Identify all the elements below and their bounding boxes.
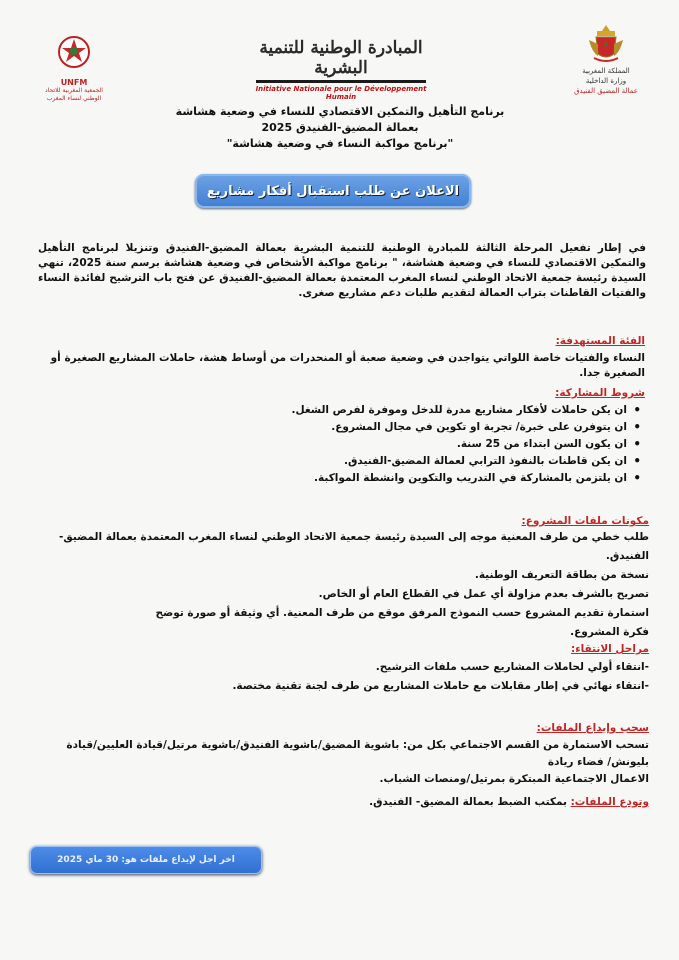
target-section [35,335,645,381]
deadline-box [30,846,262,874]
files-line: نسخة من بطاقة التعريف الوطنية. [474,569,649,581]
unfm-logo [38,34,110,103]
unfm-sub-2: الوطني لنساء المغرب [46,95,102,102]
selection-section [29,643,649,696]
list-item: • ان يلتزمن بالمشاركة في التدريب والتكوين وانشطة المواكبة. [35,470,627,487]
moroccan-emblem-icon [584,22,628,66]
indh-divider [256,80,426,83]
list-item: • ان يتوفرن على خبرة/ تجربة او تكوين في مجال المشروع. [35,419,627,436]
program-titles [140,104,540,152]
withdraw-line: تسحب الاستمارة من القسم الاجتماعي بكل من: باشوية المضيق/باشوية الفنيدق/باشوية مرتيل/قيادة العليين/قيادة بليونش/ فضاء ريادة [66,739,649,768]
selection-line: -انتقاء نهائي في إطار مقابلات مع حاملات المشاريع من طرف لجنة تقنية مختصة. [232,680,649,692]
title-line-1: برنامج التأهيل والتمكين الاقتصادي للنساء في وضعية هشاشة [175,105,505,118]
files-heading: مكونات ملفات المشروع: [521,515,649,527]
files-section [29,515,649,642]
selection-line: -انتقاء أولي لحاملات المشاريع حسب ملفات الترشيح. [375,661,649,673]
files-lines [29,528,649,642]
announcement-banner [195,174,471,208]
title-line-3: "برنامج مواكبة النساء في وضعية هشاشة" [226,137,454,150]
indh-french-name: Initiative Nationale pour le Développement Humain [255,85,427,101]
list-item: • ان يكون السن ابتداء من 25 سنة. [35,436,627,453]
indh-arabic-name: المبادرة الوطنية للتنمية البشرية [259,38,423,78]
files-line: فكرة المشروع. [570,626,649,638]
conditions-list [35,402,645,487]
selection-heading: مراحل الانتقاء: [571,643,649,655]
deadline-text: اخر اجل لإيداع ملفات هو: 30 ماي 2025 [57,855,235,865]
title-line-2: بعمالة المضيق-الفنيدق 2025 [261,121,419,134]
withdraw-lines [29,737,649,788]
list-item: • ان يكن قاطنات بالنفوذ الترابي لعمالة المضيق-الفنيدق. [35,453,627,470]
list-item: • ان يكن حاملات لأفكار مشاريع مدرة للدخل وموفرة لفرص الشغل. [35,402,627,419]
ministry-line-1: المملكة المغربية [582,67,630,75]
ministry-header [561,22,651,96]
conditions-heading: شروط المشاركة: [555,387,645,399]
intro-paragraph: في إطار تفعيل المرحلة الثالثة للمبادرة الوطنية للتنمية البشرية بعمالة المضيق-الفنيدق وتنزيلا لبرنامج التأهيل والتمكين الاقتصادي للنساء في وضعية هشاشة، " برنامج مواكبة الأشخاص في وضعية هشاشة برسم سنة 2025، تنهي السيدة رئيسة جمعية الاتحاد الوطني لنساء المغرب المعتمدة بعمالة المضيق-الفنيدق عن فتح باب الترشيح لفائدة النساء والفتيات القاطنات بتراب العمالة لتقديم طلبات دعم مشاريع صغرى. [38,242,646,299]
withdraw-section [29,722,649,788]
indh-logo [246,38,436,101]
withdraw-line: الاعمال الاجتماعية المبتكرة بمرتيل/ومنصات الشباب. [379,773,649,785]
files-line: تصريح بالشرف بعدم مزاولة أي عمل في القطاع العام أو الخاص. [318,588,649,600]
banner-text: الاعلان عن طلب استقبال أفكار مشاريع [206,183,460,199]
unfm-acronym: UNFM [60,78,88,87]
selection-lines [29,658,649,696]
deposit-label: وتودع الملفات: [570,796,649,808]
deposit-text: بمكتب الضبط بعمالة المضيق- الفنيدق. [369,796,571,808]
deposit-line [29,795,649,810]
target-text: النساء والفتيات خاصة اللواتي يتواجدن في وضعية صعبة أو المنحدرات من أوساط هشة، حاملات المشاريع الصغيرة أو الصغيرة جدا. [50,352,645,379]
target-heading: الفئة المستهدفة: [555,335,645,347]
ministry-line-3: عمالة المضيق الفنيدق [574,87,638,95]
ministry-line-2: وزارة الداخلية [585,77,627,85]
withdraw-heading: سحب وإيداع الملفات: [536,722,649,734]
unfm-sub-1: الجمعية المغربية للاتحاد [45,87,103,94]
conditions-section [35,387,645,487]
files-line: طلب خطي من طرف المعنية موجه إلى السيدة رئيسة جمعية الاتحاد الوطني لنساء المغرب المعتمدة بعمالة المضيق- الفنيدق. [59,531,649,562]
files-line: استمارة تقديم المشروع حسب النموذج المرفق موقع من طرف المعنية. أي وثيقة أو صورة توضح [155,607,649,619]
unfm-emblem-icon [50,34,98,72]
